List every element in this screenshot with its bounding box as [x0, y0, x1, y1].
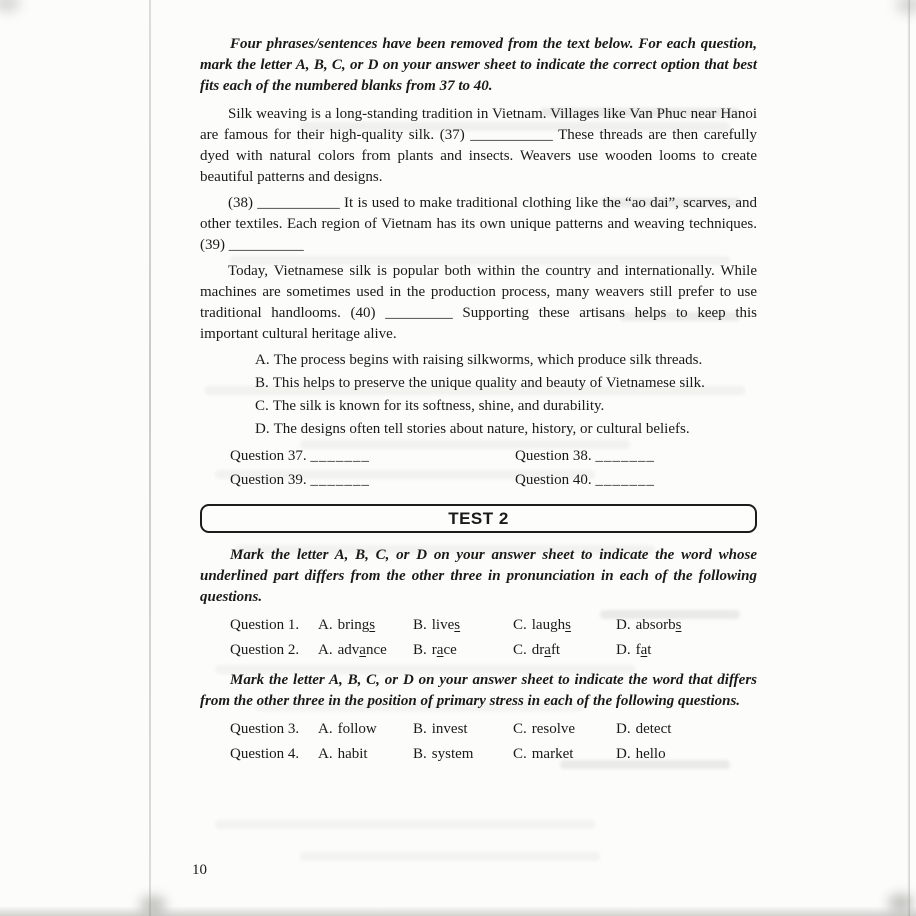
option-letter: C.	[513, 642, 527, 658]
option-word-underlined: s	[565, 617, 571, 633]
test2-header-box	[200, 504, 757, 533]
option-word: detect	[635, 721, 672, 737]
question-row-1	[200, 615, 757, 636]
answer-option	[413, 744, 513, 765]
scan-corner-smudge	[896, 0, 916, 14]
option-word: nce	[365, 642, 387, 658]
cloze-option-b	[200, 373, 757, 394]
answer-option	[318, 719, 413, 740]
answer-blank-line: _______	[595, 472, 655, 488]
option-letter: D.	[616, 642, 631, 658]
option-letter: D.	[616, 617, 631, 633]
answer-blank-line: _______	[310, 472, 370, 488]
option-word: hello	[635, 746, 666, 762]
option-word: absorb	[635, 617, 676, 633]
option-letter: A.	[318, 721, 333, 737]
cloze-answer-blanks	[200, 446, 757, 491]
test2-title: TEST 2	[448, 508, 509, 528]
option-letter: A.	[318, 642, 333, 658]
answer-option	[318, 744, 413, 765]
question-row-2	[200, 640, 757, 661]
option-letter: B.	[413, 617, 427, 633]
option-letter: D.	[616, 721, 631, 737]
option-word: dr	[531, 642, 545, 658]
option-letter: B.	[413, 746, 427, 762]
option-word: f	[635, 642, 641, 658]
option-word: ce	[443, 642, 457, 658]
page-number: 10	[192, 862, 207, 878]
option-word-underlined: s	[454, 617, 461, 633]
option-letter: C.	[513, 746, 527, 762]
answer-row	[230, 446, 757, 467]
question-label: Question 3.	[230, 721, 300, 737]
stress-instructions: Mark the letter A, B, C, or D on your answer sheet to indicate the word that differs from the other three in the position of primary stress in each of the following questions.	[200, 672, 757, 709]
option-letter: B.	[255, 375, 269, 391]
option-word: system	[431, 746, 474, 762]
question-label: Question 37.	[230, 448, 307, 464]
option-word: r	[431, 642, 437, 658]
option-word: laugh	[531, 617, 566, 633]
pronunciation-instructions: Mark the letter A, B, C, or D on your answer sheet to indicate the word whose underlined part differs from the other three in pronunciation in each of the following questions.	[200, 547, 757, 605]
question-label: Question 4.	[230, 746, 300, 762]
cloze-options-list	[200, 350, 757, 440]
answer-option	[513, 744, 616, 765]
answer-option	[413, 640, 513, 661]
scan-corner-smudge	[0, 0, 20, 12]
option-word: adv	[337, 642, 360, 658]
page-edge-shadow-bottom	[0, 906, 916, 916]
answer-blank-q38	[515, 446, 757, 467]
page-content	[200, 34, 757, 769]
answer-option	[413, 719, 513, 740]
question-row-3	[200, 719, 757, 740]
cloze-instructions: Four phrases/sentences have been removed from the text below. For each question, mark the letter A, B, C, or D on your answer sheet to indicate the correct option that best fits each of the numbered blanks from 37 to 40.	[200, 36, 757, 94]
answer-option	[616, 640, 757, 661]
option-letter: C.	[513, 617, 527, 633]
question-label: Question 1.	[230, 617, 300, 633]
scan-corner-smudge	[140, 896, 166, 914]
option-text: This helps to preserve the unique quality and beauty of Vietnamese silk.	[272, 375, 705, 391]
option-word: bring	[337, 617, 370, 633]
passage-paragraph-1: Silk weaving is a long-standing tradition in Vietnam. Villages like Van Phuc near Hanoi are famous for their high-quality silk. (37) ___________ These threads are then carefully dyed with natural colors from plants and insects. Weavers use wooden looms to create beautiful patterns and designs.	[200, 106, 757, 185]
question-label: Question 2.	[230, 642, 300, 658]
answer-blank-line: _______	[595, 448, 655, 464]
answer-blank-q39	[230, 470, 515, 491]
question-label: Question 38.	[515, 448, 592, 464]
option-text: The silk is known for its softness, shine, and durability.	[272, 398, 605, 414]
option-letter: D.	[255, 421, 270, 437]
option-word-underlined: s	[369, 617, 376, 633]
option-word: t	[647, 642, 652, 658]
option-letter: C.	[255, 398, 269, 414]
answer-option	[318, 640, 413, 661]
option-text: The designs often tell stories about nature, history, or cultural beliefs.	[273, 421, 690, 437]
answer-option	[616, 615, 757, 636]
option-letter: A.	[318, 746, 333, 762]
option-word: follow	[337, 721, 377, 737]
option-word: resolve	[531, 721, 576, 737]
option-letter: B.	[413, 642, 427, 658]
option-letter: A.	[318, 617, 333, 633]
option-word-underlined: s	[675, 617, 682, 633]
answer-option	[318, 615, 413, 636]
page-edge-line	[149, 0, 151, 916]
cloze-option-d	[200, 419, 757, 440]
answer-option	[616, 719, 757, 740]
cloze-option-a	[200, 350, 757, 371]
question-label: Question 39.	[230, 472, 307, 488]
answer-blank-q37	[230, 446, 515, 467]
passage-paragraph-3: Today, Vietnamese silk is popular both within the country and internationally. While machines are sometimes used in the production process, many weavers still prefer to use traditional handlooms. (40) _________ Supporting these artisans helps to keep this important cultural heritage alive.	[200, 263, 757, 342]
answer-option	[513, 719, 616, 740]
question-label: Question 40.	[515, 472, 592, 488]
question-row-4	[200, 744, 757, 765]
option-letter: B.	[413, 721, 427, 737]
option-word: invest	[431, 721, 468, 737]
option-word-underlined: a	[436, 642, 444, 658]
answer-option	[413, 615, 513, 636]
cloze-option-c	[200, 396, 757, 417]
option-word-underlined: a	[640, 642, 648, 658]
option-text: The process begins with raising silkworms, which produce silk threads.	[273, 352, 703, 368]
answer-option	[513, 615, 616, 636]
answer-blank-q40	[515, 470, 757, 491]
answer-blank-line: _______	[310, 448, 370, 464]
option-word: ft	[550, 642, 561, 658]
answer-option	[513, 640, 616, 661]
scan-corner-smudge	[888, 894, 914, 912]
page-edge-shadow-right	[907, 0, 910, 916]
option-word-underlined: a	[544, 642, 551, 658]
answer-row	[230, 470, 757, 491]
option-word: habit	[337, 746, 368, 762]
option-letter: C.	[513, 721, 527, 737]
option-letter: A.	[255, 352, 270, 368]
passage-paragraph-2: (38) ___________ It is used to make traditional clothing like the “ao dai”, scarves, and other textiles. Each region of Vietnam has its own unique patterns and weaving techniques. (39) __________	[200, 195, 757, 253]
option-word-underlined: a	[359, 642, 366, 658]
answer-option	[616, 744, 757, 765]
option-letter: D.	[616, 746, 631, 762]
option-word: live	[431, 617, 455, 633]
option-word: market	[531, 746, 574, 762]
